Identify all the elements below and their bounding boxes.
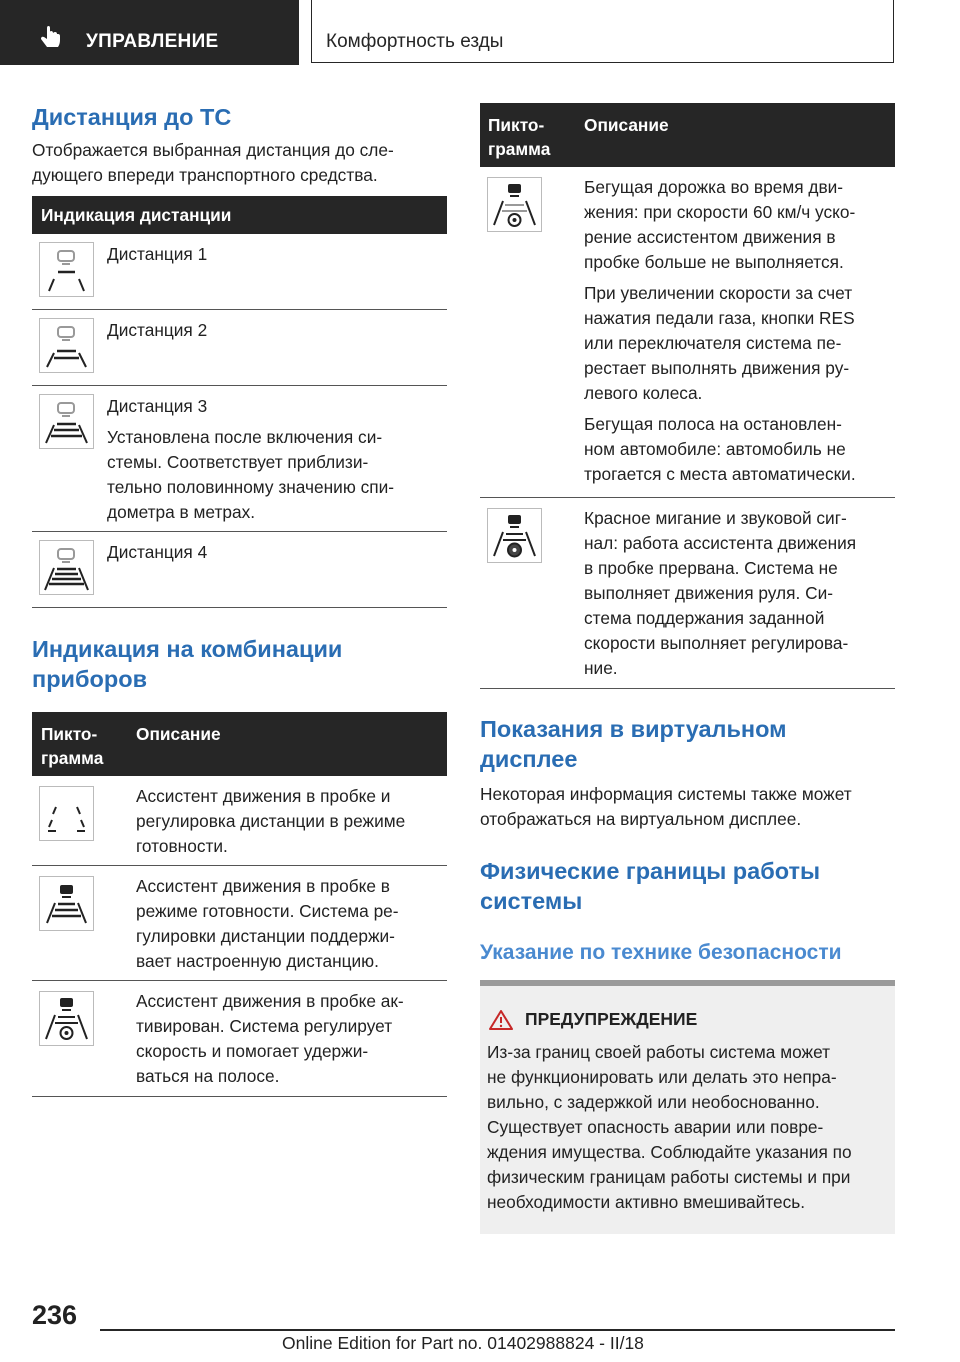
safety-heading: Указание по технике безопасности	[480, 941, 842, 964]
distance-row	[32, 532, 447, 608]
traffic-jam-standby-icon	[39, 876, 94, 931]
virtual-display-heading: Показания в виртуальном дисплее	[480, 716, 787, 772]
moving-lane-paragraph: Бегущая дорожка во время дви- жения: при скорости 60 км/ч уско- рение ассистентом движения в пробке больше не выполняется.	[584, 177, 856, 272]
right-col-desc: Описание	[584, 115, 669, 135]
distance-row	[32, 234, 447, 310]
cluster-col-picto: Пикто- грамма	[41, 724, 104, 768]
cluster-col-desc: Описание	[136, 724, 221, 744]
cluster-heading: Индикация на комбинации приборов	[32, 636, 343, 692]
distance-4-icon	[39, 540, 94, 595]
cluster-row	[32, 866, 447, 981]
warning-triangle-icon	[488, 1009, 514, 1036]
section-tab	[311, 0, 894, 63]
right-row	[480, 498, 895, 689]
right-table-header	[480, 103, 895, 167]
edition-text: Online Edition for Part no. 01402988824 - II/18	[282, 1333, 644, 1353]
traffic-jam-active-icon	[39, 991, 94, 1046]
hand-pointer-icon	[38, 26, 64, 55]
distance-intro: Отображается выбранная дистанция до сле- дующего впереди транспортного средства.	[32, 140, 394, 185]
distance-3-icon	[39, 394, 94, 449]
warning-text: Из-за границ своей работы система может не функционировать или делать это непра- вильно, с задержкой или необоснованно. Существует опасность аварии или повре- ждения имущества. Соблюдайте указания по физическим границам работы системы и при необходимости активно вмешивайтесь.	[487, 1042, 852, 1212]
cluster-row-text: Ассистент движения в пробке и регулировка дистанции в режиме готовности.	[136, 786, 406, 856]
distance-row-text: Дистанция 4	[107, 542, 208, 562]
right-row-text	[584, 175, 896, 487]
distance-row-text: Дистанция 1	[107, 244, 208, 264]
cluster-row-text: Ассистент движения в пробке ак- тивирован. Система регулирует скорость и помогает удержи- ваться на полосе.	[136, 991, 404, 1086]
section-title: Комфортность езды	[326, 31, 504, 52]
virtual-display-text: Некоторая информация системы также может отображаться на виртуальном дисплее.	[480, 784, 852, 829]
distance-row-text: Дистанция 2	[107, 320, 208, 340]
chapter-tab[interactable]	[0, 0, 299, 65]
right-col-picto: Пикто- грамма	[488, 115, 551, 159]
ready-mode-icon	[39, 786, 94, 841]
distance-table-header-label: Индикация дистанции	[41, 205, 232, 225]
distance-note: Установлена после включения си- стемы. Соответствует приблизи- тельно половинному значению спи- дометра в метрах.	[107, 427, 395, 522]
right-row-text: Красное мигание и звуковой сиг- нал: работа ассистента движения в пробке прервана. Система не выполняет движения руля. Си- стема поддержания заданной скорости выполняет регулирова- ние.	[584, 508, 857, 678]
distance-row	[32, 386, 447, 532]
cluster-row-text: Ассистент движения в пробке в режиме готовности. Система ре- гулировки дистанции поддержи- вает настроенную дистанцию.	[136, 876, 399, 971]
right-row	[480, 167, 895, 498]
accelerate-paragraph: При увеличении скорости за счет нажатия педали газа, кнопки RES или переключателя система пе- рестает выполнять движения ру- левого колеса.	[584, 283, 855, 403]
warning-title: ПРЕДУПРЕЖДЕНИЕ	[525, 1009, 698, 1029]
limits-heading: Физические границы работы системы	[480, 858, 821, 914]
distance-row	[32, 310, 447, 386]
moving-lane-icon	[487, 177, 542, 232]
distance-2-icon	[39, 318, 94, 373]
chapter-title: УПРАВЛЕНИЕ	[86, 31, 219, 52]
distance-row-text	[107, 394, 447, 525]
interrupted-icon	[487, 508, 542, 563]
warning-bar	[480, 980, 895, 986]
cluster-table-header	[32, 712, 447, 776]
footer-divider	[100, 1329, 895, 1331]
distance-heading: Дистанция до ТС	[32, 104, 232, 130]
stopped-paragraph: Бегущая полоса на остановлен- ном автомобиле: автомобиль не трогается с места автоматически.	[584, 414, 856, 484]
distance-1-icon	[39, 242, 94, 297]
cluster-row	[32, 981, 447, 1097]
cluster-row	[32, 776, 447, 866]
distance-table-header	[32, 196, 447, 234]
warning-box	[480, 980, 895, 1234]
page-number: 236	[32, 1300, 78, 1330]
distance-label: Дистанция 3	[107, 396, 208, 416]
